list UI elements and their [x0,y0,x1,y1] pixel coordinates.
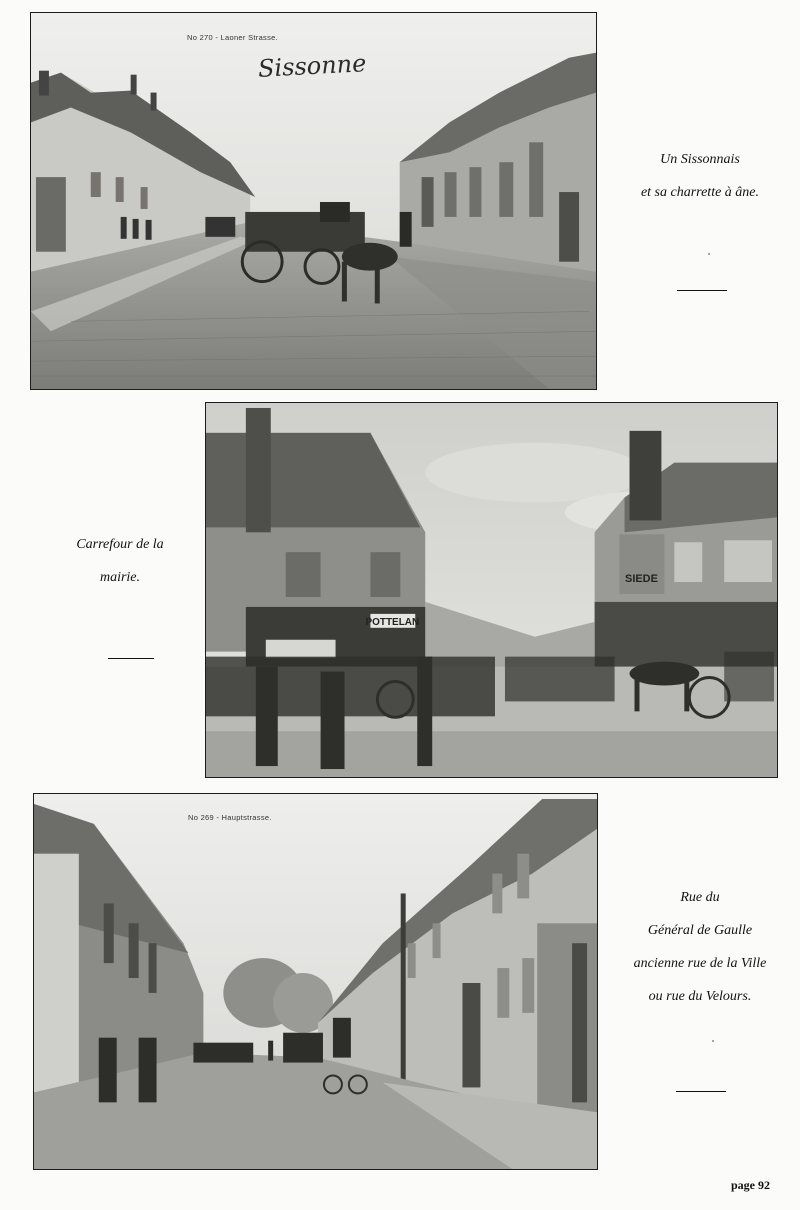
photo-3-caption [600,881,800,1013]
caption-line: et sa charrette à âne. [640,185,760,200]
caption-rule [677,290,727,291]
caption-line: ancienne rue de la Ville [633,956,767,971]
shop-sign-left: POTTELAN [365,616,420,628]
caption-line: mairie. [99,570,141,585]
photo-3-printed-label: No 269 - Hauptstrasse. [188,813,272,822]
photo-carrefour-mairie [205,402,778,778]
photo-1-caption [600,143,800,209]
shop-sign-right: SIEDE [625,573,658,586]
caption-line: ou rue du Velours. [648,989,752,1004]
caption-line: Carrefour de la [76,537,164,552]
caption-dot [708,253,710,255]
caption-line: Général de Gaulle [647,923,753,938]
photo-1-printed-label: No 270 - Laoner Strasse. [187,33,278,42]
page-number: page 92 [731,1178,770,1192]
caption-rule [108,658,154,659]
caption-rule [676,1091,726,1092]
caption-line: Rue du [680,890,720,905]
photo-1-handwritten-note: Sissonne [257,49,367,83]
photo-2-caption [60,528,180,594]
photo-2-image [206,403,777,777]
photo-3-image [34,794,597,1169]
photo-hauptstrasse [33,793,598,1170]
caption-dot [712,1040,714,1042]
caption-line: Un Sissonnais [660,152,740,167]
